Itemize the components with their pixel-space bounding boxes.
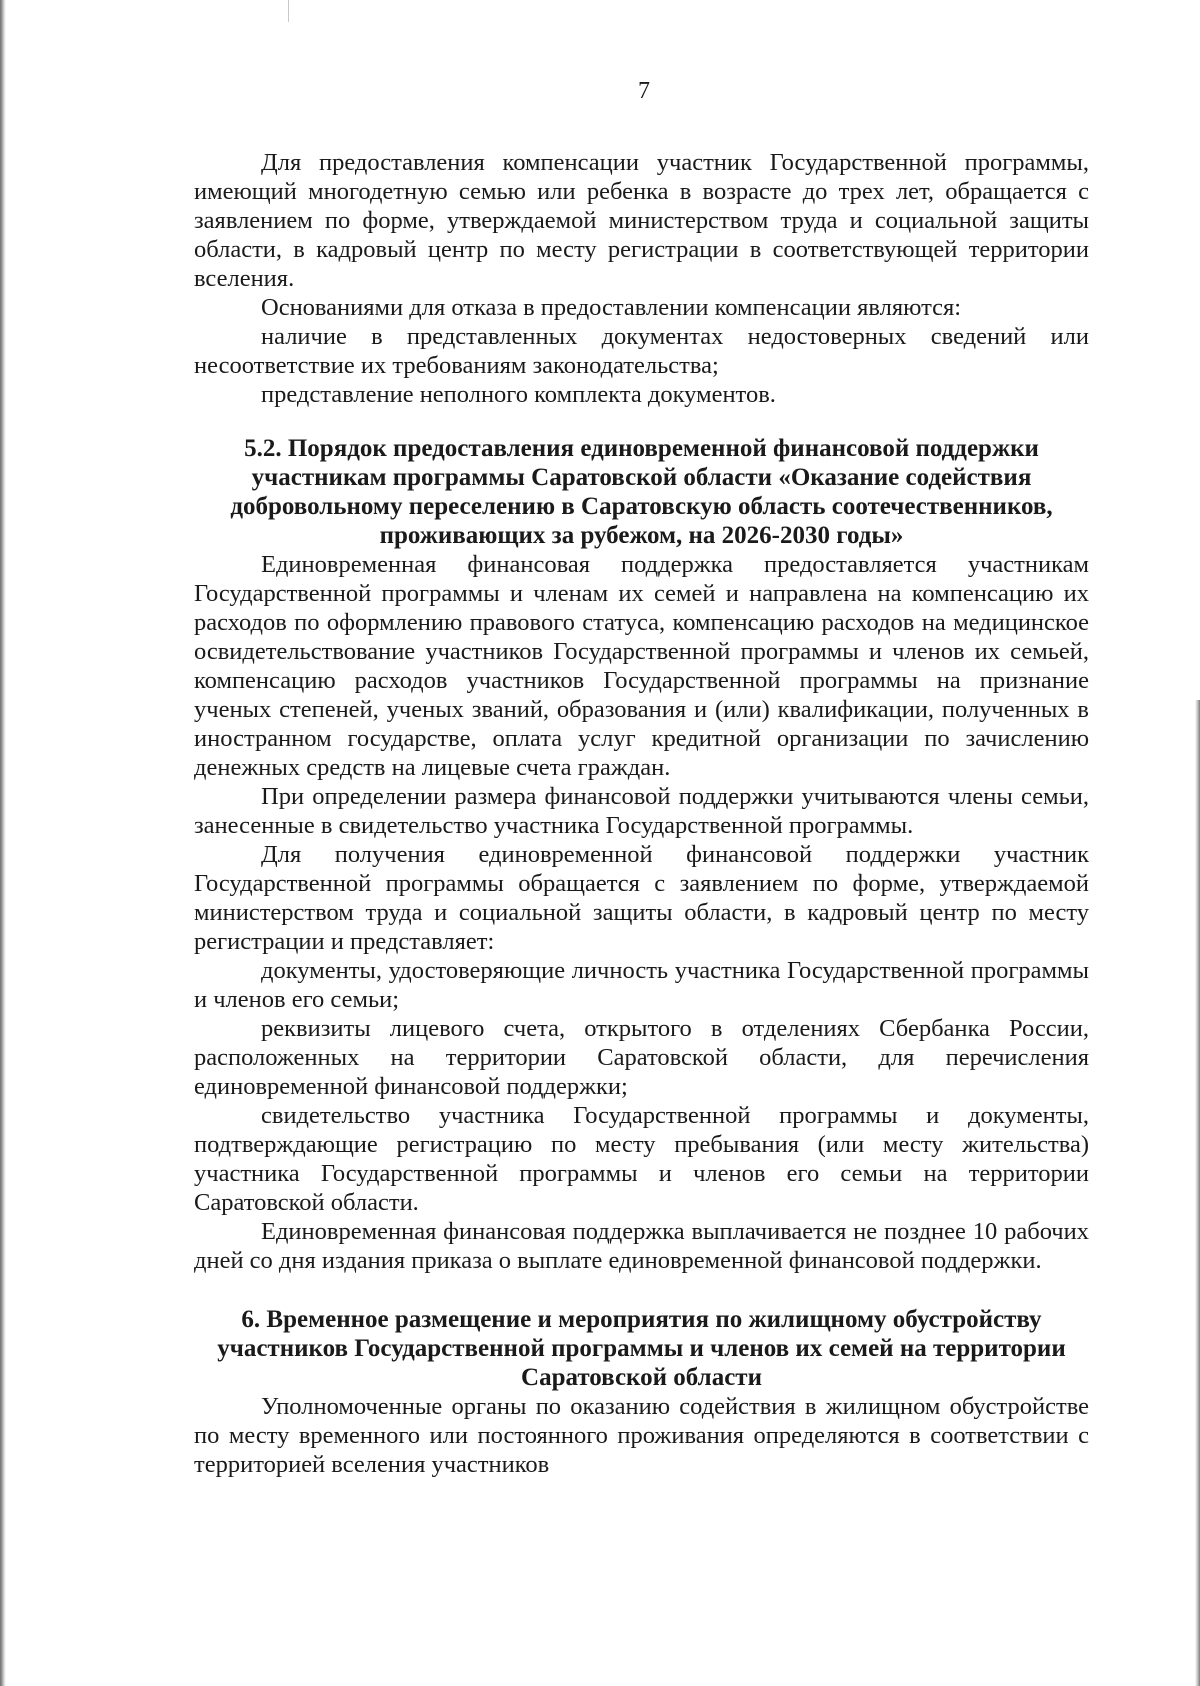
section-5-2 [194,434,1089,1275]
paragraph: Основаниями для отказа в предоставлении компенсации являются: [261,294,962,321]
paragraph: Единовременная финансовая поддержка предоставляется участникам Государственной программы и членам их семей и направлена на компенсацию их расходов по оформлению правового статуса, компенсацию расходов на медицинское освидетельствование участников Государственной программы и членов их семьей, компенсацию расходов участников Государственной программы на признание ученых степеней, ученых званий, образования и (или) квалификации, полученных в иностранном государстве, оплата услуг кредитной организации по зачислению денежных средств на лицевые счета граждан. [194,551,1089,781]
paragraph: Единовременная финансовая поддержка выплачивается не позднее 10 рабочих дней со дня издания приказа о выплате единовременной финансовой поддержки. [194,1218,1089,1274]
paragraph: документы, удостоверяющие личность участника Государственной программы и членов его семьи; [194,957,1089,1013]
page-number: 7 [638,78,650,104]
paragraph: При определении размера финансовой поддержки учитываются члены семьи, занесенные в свидетельство участника Государственной программы. [194,783,1089,839]
paragraph: наличие в представленных документах недостоверных сведений или несоответствие их требованиям законодательства; [194,323,1089,379]
scan-tick-mark [288,0,289,22]
scan-edge-right [1195,700,1200,1686]
paragraph: Для предоставления компенсации участник Государственной программы, имеющий многодетную семью или ребенка в возрасте до трех лет, обращается с заявлением по форме, утверждаемой министерством труда и социальной защиты области, в кадровый центр по месту регистрации в соответствующей территории вселения. [194,149,1089,292]
paragraph: свидетельство участника Государственной программы и документы, подтверждающие регистрацию по месту пребывания (или месту жительства) участника Государственной программы и членов его семьи на территории Саратовской области. [194,1102,1089,1216]
paragraph: Для получения единовременной финансовой поддержки участник Государственной программы обращается с заявлением по форме, утверждаемой министерством труда и социальной защиты области, в кадровый центр по месту регистрации и представляет: [194,841,1089,955]
paragraph: Уполномоченные органы по оказанию содействия в жилищном обустройстве по месту временного или постоянного проживания определяются в соответствии с территорией вселения участников [194,1393,1089,1478]
section-heading-5-2: 5.2. Порядок предоставления единовременной финансовой поддержки участникам программы Саратовской области «Оказание содействия добровольному переселению в Саратовскую область соотечественников, проживающих за рубежом, на 2026-2030 годы» [230,435,1053,549]
paragraph: реквизиты лицевого счета, открытого в отделениях Сбербанка России, расположенных на территории Саратовской области, для перечисления единовременной финансовой поддержки; [194,1015,1089,1100]
section-heading-6: 6. Временное размещение и мероприятия по жилищному обустройству участников Государственной программы и членов их семей на территории Саратовской области [217,1306,1066,1391]
scan-edge-left [0,0,6,1686]
document-body [194,148,1089,1479]
paragraph: представление неполного комплекта документов. [261,381,776,408]
section-compensation-conditions [194,148,1089,409]
section-6 [194,1305,1089,1479]
